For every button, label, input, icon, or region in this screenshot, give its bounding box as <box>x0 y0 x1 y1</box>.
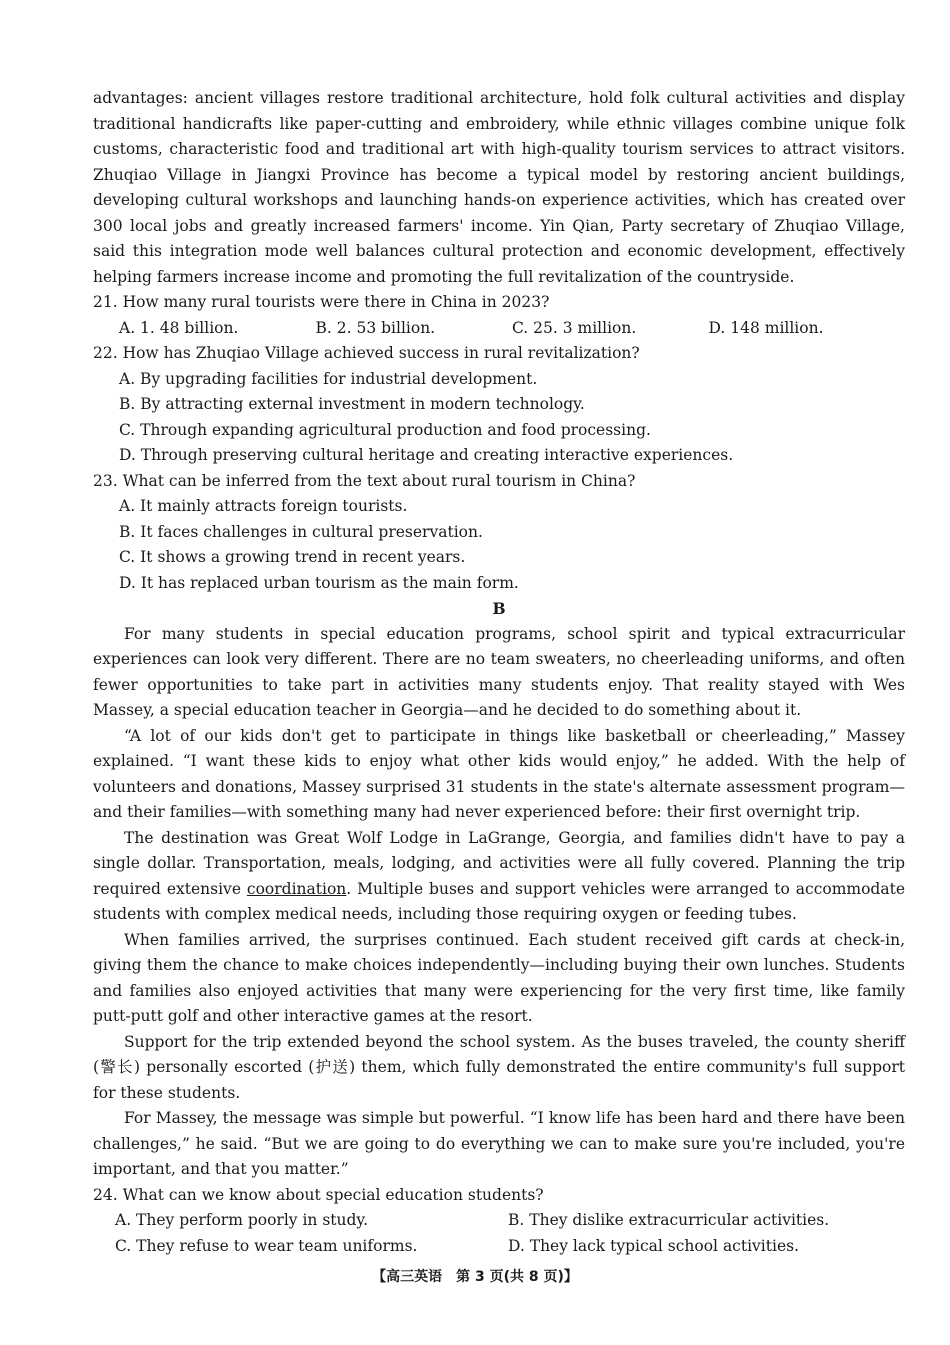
options-row <box>115 1208 905 1234</box>
option-d: D. 148 million. <box>708 318 824 337</box>
option-a: A. It mainly attracts foreign tourists. <box>119 497 408 515</box>
passage-a-paragraph: advantages: ancient villages restore traditional architecture, hold folk cultural activities and display traditional handicrafts like paper-cutting and embroidery, while ethnic villages combine unique folk customs, characteristic food and traditional art with high-quality tourism services to attract visitors. Zhuqiao Village in Jiangxi Province has become a typical model by restoring ancient buildings, developing cultural workshops and launching hands-on experience activities, which has created over 300 local jobs and greatly increased farmers' income. Yin Qian, Party secretary of Zhuqiao Village, said this integration mode well balances cultural protection and economic development, effectively helping farmers increase income and promoting the full revitalization of the countryside. <box>93 89 905 286</box>
passage-b-paragraph-1: For many students in special education programs, school spirit and typical extracurricular experiences can look very different. There are no team sweaters, no cheerleading uniforms, and often fewer opportunities to take part in activities many students enjoy. That reality stayed with Wes Massey, a special education teacher in Georgia—and he decided to do something about it. <box>93 624 905 719</box>
page-content <box>93 86 905 1259</box>
option-c: C. They refuse to wear team uniforms. <box>115 1236 418 1255</box>
option-a: A. They perform poorly in study. <box>115 1211 369 1229</box>
option-d: D. Through preserving cultural heritage and creating interactive experiences. <box>119 446 734 464</box>
question-22 <box>93 341 905 469</box>
option-b: B. 2. 53 billion. <box>315 318 436 337</box>
passage-b-paragraph-3 <box>93 826 905 928</box>
option-d: D. It has replaced urban tourism as the main form. <box>119 573 519 592</box>
options-row <box>119 316 905 342</box>
option-b: B. It faces challenges in cultural preservation. <box>119 522 483 541</box>
option-d: D. They lack typical school activities. <box>508 1236 800 1255</box>
option-c: C. It shows a growing trend in recent years. <box>119 548 466 566</box>
option-b: B. They dislike extracurricular activities. <box>508 1211 830 1229</box>
text-segment: . Multiple buses and support vehicles were arranged to accommodate students with complex medical needs, including those requiring oxygen or feeding tubes. <box>93 879 905 923</box>
option-c: C. Through expanding agricultural production and food processing. <box>119 420 651 439</box>
question-stem: 22. How has Zhuqiao Village achieved success in rural revitalization? <box>93 344 640 362</box>
option-b: B. By attracting external investment in modern technology. <box>119 395 585 413</box>
underlined-word: coordination <box>246 879 347 898</box>
option-a: A. By upgrading facilities for industrial development. <box>119 369 538 388</box>
passage-b-paragraph-4: When families arrived, the surprises continued. Each student received gift cards at check-in, giving them the chance to make choices independently—including buying their own lunches. Students and families also enjoyed activities that many were experiencing for the very first time, like family putt-putt golf and other interactive games at the resort. <box>93 930 905 1025</box>
text-segment: The destination was Great Wolf Lodge in LaGrange, Georgia, and families didn't have to pay a single dollar. Transportation, meals, lodging, and activities were all fully covered. Planning the trip required extensive <box>93 828 905 898</box>
section-heading: B <box>492 599 506 618</box>
question-21 <box>93 290 905 341</box>
option-c: C. 25. 3 million. <box>512 318 637 337</box>
page-footer: 【高三英语 第 3 页(共 8 页)】 <box>372 1269 578 1285</box>
question-stem: 21. How many rural tourists were there in China in 2023? <box>93 293 550 311</box>
passage-b-paragraph-6: For Massey, the message was simple but powerful. “I know life has been hard and there have been challenges,” he said. “But we are going to do everything we can to make sure you're included, you're important, and that you matter.” <box>93 1109 905 1178</box>
question-23 <box>93 469 905 597</box>
option-a: A. 1. 48 billion. <box>119 318 239 337</box>
passage-b-paragraph-2: “A lot of our kids don't get to participate in things like basketball or cheerleading,” Massey explained. “I want these kids to enjoy what other kids would enjoy,” he added. With the help of volunteers and donations, Massey surprised 31 students in the state's alternate assessment program—and their families—with something many had never experienced before: their first overnight trip. <box>93 726 905 821</box>
question-stem: 23. What can be inferred from the text about rural tourism in China? <box>93 471 636 490</box>
options-row <box>115 1234 905 1260</box>
question-stem: 24. What can we know about special education students? <box>93 1185 544 1204</box>
question-24 <box>93 1183 905 1260</box>
passage-b-paragraph-5: Support for the trip extended beyond the school system. As the buses traveled, the county sheriff (警长) personally escorted (护送) them, which fully demonstrated the entire community's full support for these students. <box>93 1032 905 1102</box>
